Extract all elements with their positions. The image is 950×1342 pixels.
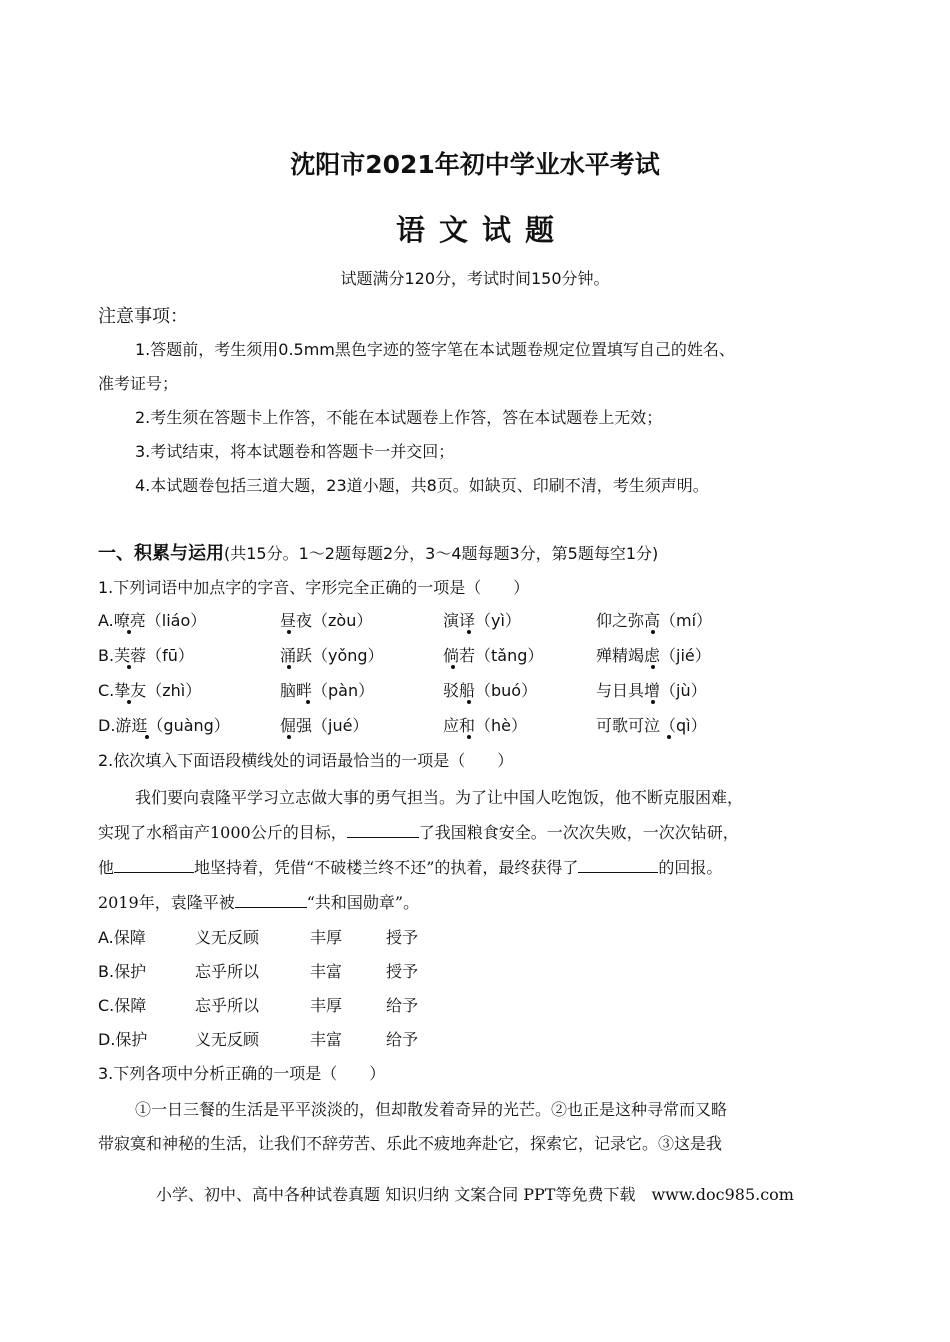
q2-c-2: 忘乎所以 xyxy=(195,996,260,1015)
q2-passage-2 xyxy=(98,820,739,843)
q2-passage-3b: 地坚持着，凭借“不破楼兰终不还”的执着，最终获得了 xyxy=(194,858,579,877)
q2-a-4: 授予 xyxy=(386,928,419,947)
q2-passage-2b: 了我国粮食安全。一次次失败，一次次钻研， xyxy=(418,823,739,842)
fill-blank xyxy=(235,893,307,908)
section-heading xyxy=(98,539,658,565)
q1-b-3: 倘若（tǎng） xyxy=(443,646,544,665)
q2-b-3: 丰富 xyxy=(310,962,343,981)
notice-heading: 注意事项： xyxy=(98,306,188,327)
q2-stem: 2.依次填入下面语段横线处的词语最恰当的一项是（ ） xyxy=(98,751,514,770)
notice-item-1-cont: 准考证号； xyxy=(98,374,179,393)
q2-d-3: 丰富 xyxy=(310,1030,343,1049)
q2-passage-1: 我们要向袁隆平学习立志做大事的勇气担当。为了让中国人吃饱饭，他不断克服困难， xyxy=(135,788,744,807)
emphasis-dot xyxy=(651,630,655,634)
q1-c-1: C.挚友（zhì） xyxy=(98,681,202,700)
q2-passage-3c: 的回报。 xyxy=(658,858,723,877)
exam-title: 沈阳市2021年初中学业水平考试 xyxy=(290,150,660,179)
emphasis-dot xyxy=(287,735,291,739)
q2-passage-3a: 他 xyxy=(98,858,115,877)
emphasis-dot xyxy=(287,630,291,634)
q2-c-3: 丰厚 xyxy=(310,996,343,1015)
q3-passage-1: ①一日三餐的生活是平平淡淡的，但却散发着奇异的光芒。②也正是这种寻常而又略 xyxy=(135,1100,728,1119)
q2-c-1: C.保障 xyxy=(98,996,147,1015)
q2-passage-4b: “共和国勋章”。 xyxy=(306,893,420,912)
q2-passage-4a: 2019年，袁隆平被 xyxy=(98,893,235,912)
q1-stem: 1.下列词语中加点字的字音、字形完全正确的一项是（ ） xyxy=(98,578,530,597)
q1-d-3: 应和（hè） xyxy=(443,716,527,735)
q2-passage-4 xyxy=(98,890,419,913)
emphasis-dot xyxy=(287,665,291,669)
q1-a-1: A.嘹亮（liáo） xyxy=(98,611,207,630)
q1-b-1: B.芙蓉（fū） xyxy=(98,646,194,665)
q1-b-4: 殚精竭虑（jié） xyxy=(596,646,711,665)
fill-blank xyxy=(347,823,419,838)
q2-a-3: 丰厚 xyxy=(310,928,343,947)
q3-passage-2: 带寂寞和神秘的生活，让我们不辞劳苦、乐此不疲地奔赴它，探索它，记录它。③这是我 xyxy=(98,1134,723,1153)
q2-b-1: B.保护 xyxy=(98,962,147,981)
section-desc: (共15分。1～2题每题2分，3～4题每题3分，第5题每空1分) xyxy=(224,544,659,563)
emphasis-dot xyxy=(651,700,655,704)
q1-d-2: 倔强（jué） xyxy=(280,716,369,735)
exam-info: 试题满分120分，考试时间150分钟。 xyxy=(340,269,610,288)
q2-c-4: 给予 xyxy=(386,996,419,1015)
emphasis-dot xyxy=(667,735,671,739)
page-footer: 小学、初中、高中各种试卷真题 知识归纳 文案合同 PPT等免费下载 www.doc985.com xyxy=(156,1185,794,1204)
fill-blank xyxy=(578,858,658,873)
q1-d-4: 可歌可泣（qì） xyxy=(596,716,707,735)
q2-passage-3 xyxy=(98,855,722,878)
notice-item-4: 4.本试题卷包括三道大题，23道小题，共8页。如缺页、印刷不清，考生须声明。 xyxy=(135,476,709,495)
subject-title: 语文试题 xyxy=(395,213,568,247)
q2-passage-2a: 实现了水稻亩产1000公斤的目标， xyxy=(98,823,347,842)
q3-stem: 3.下列各项中分析正确的一项是（ ） xyxy=(98,1064,386,1083)
notice-item-3: 3.考试结束，将本试题卷和答题卡一并交回； xyxy=(135,442,455,461)
q1-c-2: 脑畔（pàn） xyxy=(280,681,375,700)
fill-blank xyxy=(114,858,194,873)
q1-a-2: 昼夜（zòu） xyxy=(280,611,373,630)
q2-d-4: 给予 xyxy=(386,1030,419,1049)
section-title: 一、积累与运用 xyxy=(98,543,224,564)
q1-a-4: 仰之弥高（mí） xyxy=(596,611,713,630)
notice-item-2: 2.考生须在答题卡上作答，不能在本试题卷上作答，答在本试题卷上无效； xyxy=(135,408,663,427)
q1-c-4: 与日具增（jù） xyxy=(596,681,707,700)
emphasis-dot xyxy=(467,735,471,739)
emphasis-dot xyxy=(451,665,455,669)
emphasis-dot xyxy=(127,700,131,704)
q1-b-2: 涌跃（yǒng） xyxy=(280,646,384,665)
q2-d-2: 义无反顾 xyxy=(195,1030,260,1049)
notice-item-1: 1.答题前，考生须用0.5mm黑色字迹的签字笔在本试题卷规定位置填写自己的姓名、 xyxy=(135,340,735,359)
q2-d-1: D.保护 xyxy=(98,1030,148,1049)
q2-b-4: 授予 xyxy=(386,962,419,981)
q1-a-3: 演译（yì） xyxy=(443,611,521,630)
q2-b-2: 忘乎所以 xyxy=(195,962,260,981)
q2-a-1: A.保障 xyxy=(98,928,146,947)
q2-a-2: 义无反顾 xyxy=(195,928,260,947)
emphasis-dot xyxy=(127,630,131,634)
emphasis-dot xyxy=(467,630,471,634)
emphasis-dot xyxy=(651,665,655,669)
q1-d-1: D.游逛（guàng） xyxy=(98,716,230,735)
emphasis-dot xyxy=(306,700,310,704)
emphasis-dot xyxy=(467,700,471,704)
emphasis-dot xyxy=(127,665,131,669)
emphasis-dot xyxy=(145,735,149,739)
q1-c-3: 驳船（buó） xyxy=(443,681,538,700)
